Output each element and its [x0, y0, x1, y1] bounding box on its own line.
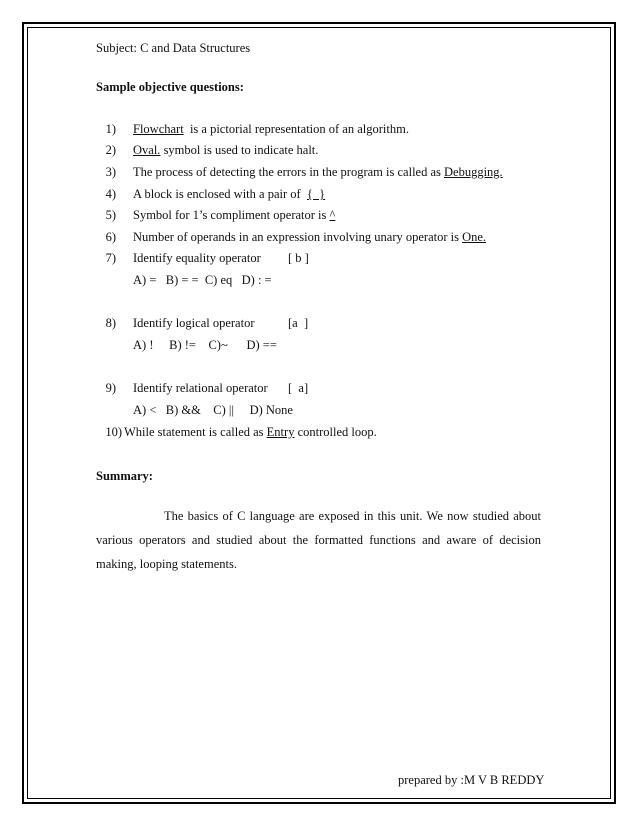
- question-number: 4): [105, 187, 116, 201]
- question-text: Oval. symbol is used to indicate halt.: [133, 143, 319, 157]
- question-text: Flowchart is a pictorial representation of an algorithm.: [133, 122, 409, 136]
- answer-bracket: [ b ]: [288, 251, 309, 265]
- question-options: A) < B) && C) || D) None: [133, 403, 293, 417]
- question-text: Number of operands in an expression involving unary operator is One.: [133, 230, 487, 244]
- question-text: A block is enclosed with a pair of { }: [133, 187, 326, 201]
- question-number: 7): [105, 251, 116, 265]
- section-title: Sample objective questions:: [96, 80, 244, 94]
- summary-title: Summary:: [96, 469, 153, 483]
- question-text: Identify relational operator: [133, 381, 268, 395]
- summary-paragraph: The basics of C language are exposed in this unit. We now studied about various operators and studied about the formatted functions and aware of decision making, looping statements.: [96, 509, 541, 571]
- question-number: 5): [105, 208, 116, 222]
- question-options: A) ! B) != C)~ D) ==: [133, 338, 277, 352]
- subject-line: Subject: C and Data Structures: [96, 41, 251, 55]
- question-number: 1): [105, 122, 116, 136]
- question-number: 10): [105, 425, 122, 439]
- question-text: Identify logical operator: [133, 316, 255, 330]
- question-number: 3): [105, 165, 116, 179]
- question-number: 2): [105, 143, 116, 157]
- question-text: While statement is called as Entry controlled loop.: [124, 425, 377, 439]
- question-text: The process of detecting the errors in the program is called as Debugging.: [133, 165, 503, 179]
- question-text: Symbol for 1’s compliment operator is ^: [133, 208, 336, 222]
- footer-author: prepared by :M V B REDDY: [398, 773, 545, 787]
- question-text: Identify equality operator: [133, 251, 261, 265]
- question-number: 8): [105, 316, 116, 330]
- answer-bracket: [a ]: [288, 316, 309, 330]
- answer-bracket: [ a]: [288, 381, 309, 395]
- question-number: 9): [105, 381, 116, 395]
- question-number: 6): [105, 230, 116, 244]
- question-options: A) = B) = = C) eq D) : =: [133, 273, 272, 287]
